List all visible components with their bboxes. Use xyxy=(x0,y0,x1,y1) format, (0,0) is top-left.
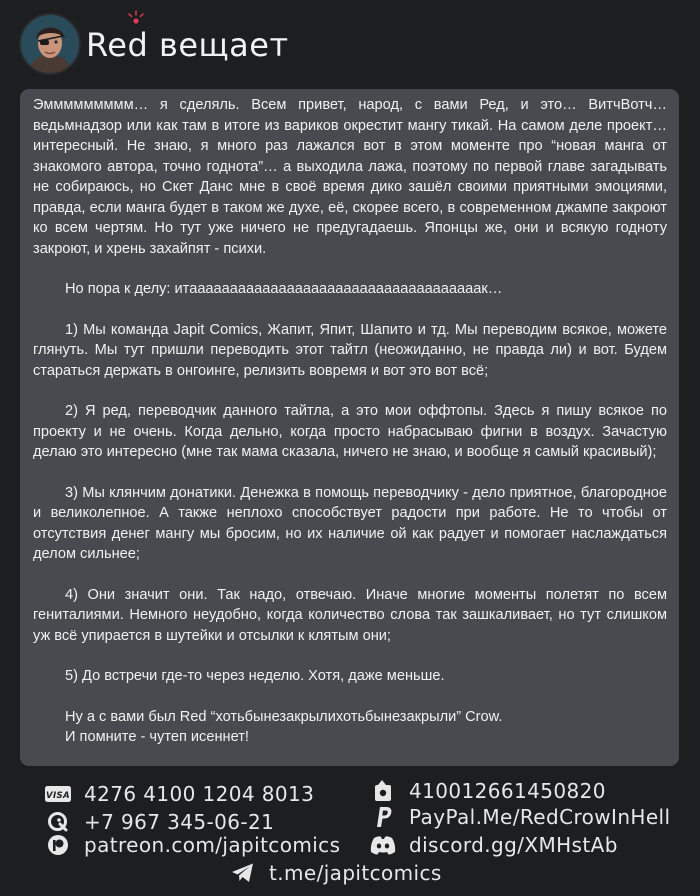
patreon-link[interactable] xyxy=(45,832,340,858)
visa-card-number-text: 4276 4100 1204 8013 xyxy=(84,782,315,806)
page-title: Red вещает xyxy=(86,26,289,64)
avatar-portrait-icon xyxy=(21,15,79,73)
discord-icon xyxy=(370,832,396,858)
patreon-link-text: patreon.com/japitcomics xyxy=(84,833,341,857)
paypal-link[interactable] xyxy=(370,804,670,830)
notes-signoff-2: И помните - чутеп исеннет! xyxy=(65,729,249,745)
translator-notes-panel xyxy=(20,89,679,766)
telegram-channel-text: t.me/japitcomics xyxy=(269,861,442,885)
notes-point-5: 5) До встречи где-то через неделю. Хотя, даже меньше. xyxy=(65,668,445,684)
qiwi-phone-text: +7 967 345-06-21 xyxy=(84,810,275,834)
notes-paragraph-lead: Но пора к делу: итаааааааааааааааааааааааааааааааааааак… xyxy=(65,281,503,297)
visa-icon xyxy=(45,781,71,807)
notes-point-4: 4) Они значит они. Так надо, отвечаю. Иначе многие моменты полетят по всем гениталиями. Немного неудобно, когда количество слова так зашкаливает, но тут слишком уж всё упирается в шутейки и отсылки к клятым они; xyxy=(33,586,667,644)
yoomoney-icon xyxy=(370,778,396,804)
yoomoney-wallet[interactable] xyxy=(370,778,606,804)
avatar xyxy=(19,13,81,75)
visa-card-number[interactable] xyxy=(45,781,314,807)
yoomoney-wallet-text: 410012661450820 xyxy=(409,779,606,803)
telegram-channel[interactable] xyxy=(230,860,442,886)
paypal-link-text: PayPal.Me/RedCrowInHell xyxy=(409,805,671,829)
patreon-icon xyxy=(45,832,71,858)
notes-signoff: Ну а с вами был Red “хотьбынезакрылихотьбынезакрыли” Crow. xyxy=(65,708,503,725)
discord-invite[interactable] xyxy=(370,832,618,858)
notes-point-1: 1) Мы команда Japit Comics, Жапит, Япит, Шапито и тд. Мы переводим всякое, можете глянуть. Мы тут пришли переводить этот тайтл (неожиданно, не правда ли) и вот. Будем стараться держать в онгоинге, релизить вовремя и вот это вот всё; xyxy=(33,321,667,379)
header xyxy=(0,0,700,88)
paypal-icon xyxy=(370,804,396,830)
svg-text:VISA: VISA xyxy=(45,791,71,801)
telegram-icon xyxy=(230,860,256,886)
notes-point-2: 2) Я ред, переводчик данного тайтла, а это мои оффтопы. Здесь я пишу всякое по проекту и не очень. Когда дельно, когда просто набрасываю фигни в воздух. Зачастую делаю это интересно (мне так мама сказала, ничего не знаю, и вообще я самый красивый); xyxy=(33,403,667,460)
notes-paragraph-intro: Эммммммммм… я сделяль. Всем привет, народ, с вами Ред, и это… ВитчВотч… ведьмнадзор или как там в итоге из вариков окрестит мангу тикай. На самом деле проект… интересный. Не знаю, я много раз лажался вот в этом моменте про “новая манга от знакомого автора, точно годнота”… а выходила лажа, поэтому по первой главе загадывать не собираюсь, но Скет Данс мне в своё время дико зашёл своими приятными эмоциями, правда, если манга будет в таком же духе, её, скорее всего, в современном джампе закроют ко всем чертям. Но тут уже ничего не предугадаешь. Японцы же, они и всякую годноту закроют, и хрень захайпят - психи. xyxy=(33,97,667,257)
notes-point-3: 3) Мы клянчим донатики. Денежка в помощь переводчику - дело приятное, благородное и великолепное. А также неплохо способствует радости при работе. Не то чтобы от отсутствия денег мангу мы бросим, но их наличие ой как радует и помогает наслаждаться делом сильнее; xyxy=(33,484,667,562)
discord-invite-text: discord.gg/XMHstAb xyxy=(409,833,618,857)
contacts-footer xyxy=(0,772,700,896)
